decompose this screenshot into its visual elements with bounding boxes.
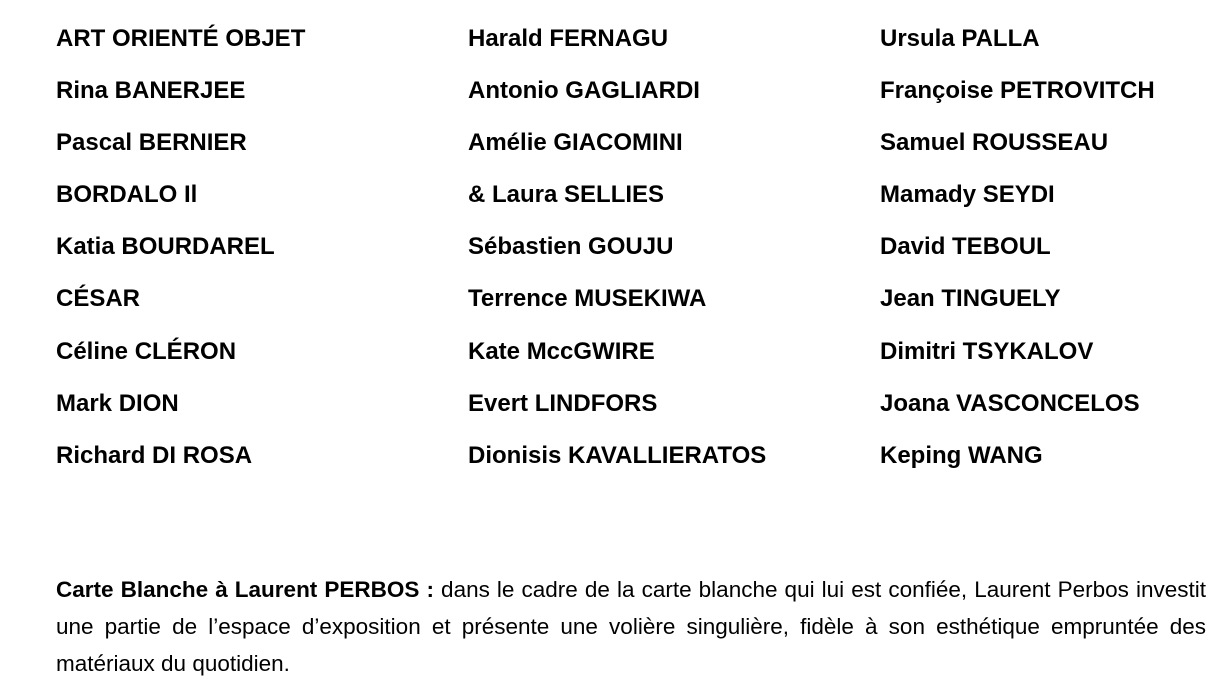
artist-name: Kate MccGWIRE <box>468 337 655 365</box>
artist-column-2 <box>468 20 868 489</box>
artist-name: Samuel ROUSSEAU <box>880 129 1109 157</box>
artist-name: Pascal BERNIER <box>56 129 247 157</box>
artist-name: & Laura SELLIES <box>468 181 665 209</box>
artist-name: ART ORIENTÉ OBJET <box>56 25 306 52</box>
artist-name: Antonio GAGLIARDI <box>468 77 700 105</box>
artist-name: Rina BANERJEE <box>56 77 246 105</box>
artist-column-3 <box>880 20 1227 489</box>
artist-name: BORDALO Il <box>56 181 198 209</box>
carte-blanche-heading: Carte Blanche à Laurent PERBOS : <box>56 576 434 602</box>
artist-name: Richard DI ROSA <box>56 441 253 469</box>
artist-name: Katia BOURDAREL <box>56 233 275 261</box>
artist-name: Terrence MUSEKIWA <box>468 285 707 313</box>
artist-name: Mark DION <box>56 389 179 417</box>
artist-column-1 <box>56 20 456 489</box>
artist-name: Sébastien GOUJU <box>468 233 674 261</box>
artist-name: CÉSAR <box>56 285 141 313</box>
artist-name: Céline CLÉRON <box>56 337 237 365</box>
artist-name: David TEBOUL <box>880 233 1051 261</box>
artist-name: Keping WANG <box>880 441 1043 469</box>
artist-name: Jean TINGUELY <box>880 285 1061 313</box>
artist-name: Harald FERNAGU <box>468 25 669 52</box>
artist-name: Joana VASCONCELOS <box>880 389 1140 417</box>
artist-name: Ursula PALLA <box>880 25 1040 52</box>
carte-blanche-paragraph <box>56 571 1206 682</box>
artist-name: Amélie GIACOMINI <box>468 129 683 157</box>
artist-list <box>56 20 1206 490</box>
artist-name: Dionisis KAVALLIERATOS <box>468 441 767 469</box>
carte-blanche-text: dans le cadre de la carte blanche qui lui est confiée, Laurent Perbos investit une partie de l’espace d’exposition et présente une volière singulière, fidèle à son esthétique empruntée des matériaux du quotidien. <box>56 576 1207 676</box>
artist-name: Françoise PETROVITCH <box>880 77 1155 105</box>
artist-name: Evert LINDFORS <box>468 389 658 417</box>
artist-name: Mamady SEYDI <box>880 181 1055 209</box>
artist-name: Dimitri TSYKALOV <box>880 337 1094 365</box>
